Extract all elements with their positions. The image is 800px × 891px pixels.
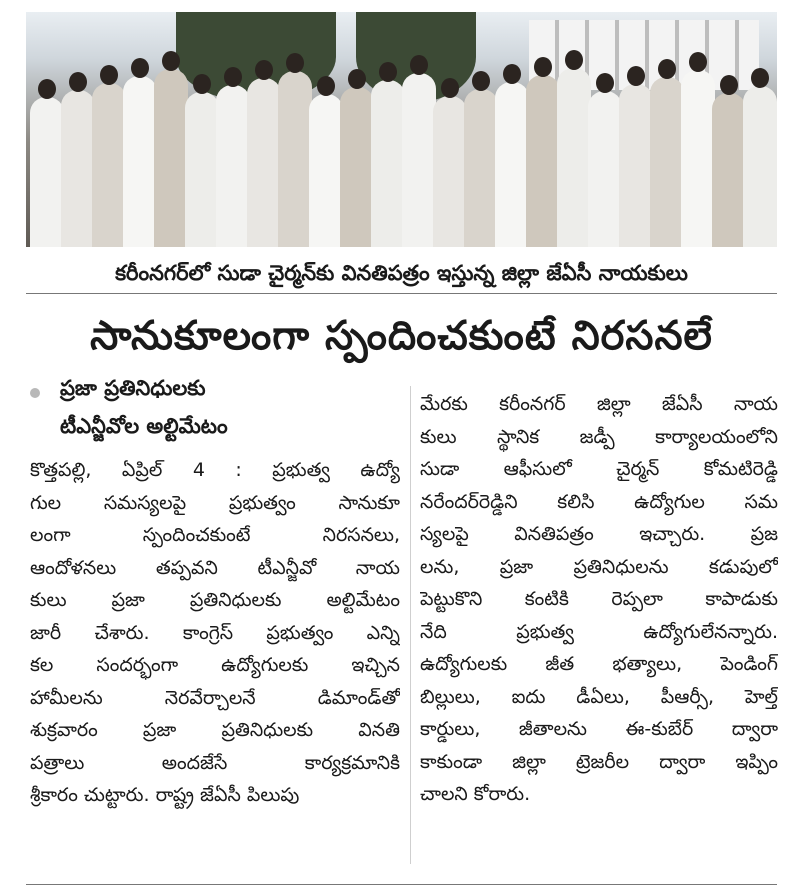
caption-divider — [26, 293, 777, 294]
person-figure — [495, 82, 529, 247]
person-head — [162, 51, 180, 71]
person-figure — [433, 96, 467, 247]
bottom-rule — [26, 884, 777, 885]
person-figure — [588, 91, 622, 247]
article-headline: సానుకూలంగా స్పందించకుంటే నిరసనలే — [90, 313, 713, 359]
person-head — [534, 57, 552, 77]
person-head — [596, 73, 614, 93]
person-head — [658, 59, 676, 79]
article-text-line: పెట్టుకొని కంటికి రెప్పలా కాపాడుకు — [420, 588, 778, 610]
person-head — [348, 69, 366, 89]
person-figure — [123, 76, 157, 247]
person-figure — [309, 94, 343, 247]
person-head — [441, 78, 459, 98]
article-text-line: గుల సమస్యలపై ప్రభుత్వం సానుకూ — [30, 491, 400, 514]
article-text-line: ఆందోళనలు తప్పవని టీఎన్జీవో నాయ — [30, 556, 400, 579]
person-head — [286, 53, 304, 73]
person-figure — [557, 68, 591, 247]
article-text-line: కొత్తపల్లి, ఏప్రిల్ 4 : ప్రభుత్వ ఉద్యో — [30, 459, 400, 481]
person-figure — [464, 89, 498, 247]
person-head — [472, 71, 490, 91]
person-head — [503, 64, 521, 84]
person-figure — [340, 87, 374, 247]
person-figure — [402, 73, 436, 247]
person-figure — [154, 69, 188, 247]
person-figure — [526, 75, 560, 247]
article-text-line: శ్రీకారం చుట్టారు. రాష్ట్ర జేఏసీ పిలుపు — [30, 784, 300, 806]
person-head — [317, 76, 335, 96]
article-text-line: స్యలపై వినతిపత్రం ఇచ్చారు. ప్రజ — [420, 523, 778, 545]
article-text-line: కులు స్థానిక జడ్పీ కార్యాలయంలోని — [420, 425, 778, 448]
person-head — [224, 67, 242, 87]
subheading-line-1: ప్రజా ప్రతినిధులకు — [60, 376, 206, 400]
person-head — [379, 62, 397, 82]
person-head — [720, 75, 738, 95]
article-text-line: జారీ చేశారు. కాంగ్రెస్ ప్రభుత్వం ఎన్ని — [30, 621, 400, 644]
article-text-line: హామీలను నెరవేర్చాలనే డిమాండ్‌తో — [30, 686, 400, 709]
person-head — [627, 66, 645, 86]
person-head — [689, 52, 707, 72]
person-figure — [681, 70, 715, 247]
person-head — [69, 72, 87, 92]
person-head — [193, 74, 211, 94]
person-figure — [650, 77, 684, 247]
person-figure — [185, 92, 219, 247]
person-figure — [30, 97, 64, 247]
person-figure — [247, 78, 281, 247]
person-head — [131, 58, 149, 78]
article-text-line: బిల్లులు, ఐదు డీఏలు, పీఆర్సీ, హెల్త్ — [420, 685, 778, 708]
article-column-left — [30, 454, 400, 812]
person-figure — [278, 71, 312, 247]
article-text-line: లంగా స్పందించకుంటే నిరసనలు, — [30, 524, 400, 546]
person-figure — [61, 90, 95, 247]
article-text-line: కల సందర్భంగా ఉద్యోగులకు ఇచ్చిన — [30, 654, 400, 676]
article-text-line: చాలని కోరారు. — [420, 783, 531, 805]
person-figure — [712, 93, 746, 247]
article-text-line: కులు ప్రజా ప్రతినిధులకు అల్టిమేటం — [30, 589, 400, 611]
article-text-line: కాకుండా జిల్లా ట్రెజరీల ద్వారా ఇప్పిం — [420, 750, 778, 773]
article-text-line: ఉద్యోగులకు జీత భత్యాలు, పెండింగ్ — [420, 653, 778, 675]
article-text-line: పత్రాలు అందజేసే కార్యక్రమానికి — [30, 751, 400, 774]
news-photo — [26, 12, 777, 247]
article-text-line: లను, ప్రజా ప్రతినిధులను కడుపులో — [420, 555, 778, 578]
person-figure — [216, 85, 250, 247]
person-figure — [371, 80, 405, 247]
article-text-line: సుడా ఆఫీసులో చైర్మన్ కోమటిరెడ్డి — [420, 458, 778, 480]
photo-caption: కరీంనగర్‌లో సుడా చైర్మన్‌కు వినతిపత్రం ఇస్తున్న జిల్లా జేఏసీ నాయకులు — [115, 261, 688, 285]
article-column-right — [420, 388, 778, 811]
person-head — [410, 55, 428, 75]
subheading-line-2: టీఎన్జీవోల అల్టిమేటం — [60, 414, 228, 438]
person-figure — [92, 83, 126, 247]
article-text-line: కార్డులు, జీతాలను ఈ-కుబేర్ ద్వారా — [420, 718, 778, 740]
bullet-icon — [30, 388, 40, 398]
article-text-line: నరేందర్‌రెడ్డిని కలిసి ఉద్యోగుల సమ — [420, 490, 778, 513]
person-head — [255, 60, 273, 80]
person-figure — [743, 86, 777, 247]
column-divider — [410, 386, 411, 864]
person-head — [100, 65, 118, 85]
article-text-line: శుక్రవారం ప్రజా ప్రతినిధులకు వినతి — [30, 719, 400, 741]
article-text-line: మేరకు కరీంనగర్ జిల్లా జేఏసీ నాయ — [420, 393, 778, 415]
person-head — [38, 79, 56, 99]
person-head — [751, 68, 769, 88]
person-figure — [619, 84, 653, 247]
article-text-line: నేది ప్రభుత్వ ఉద్యోగులేనన్నారు. — [420, 620, 778, 643]
person-head — [565, 50, 583, 70]
